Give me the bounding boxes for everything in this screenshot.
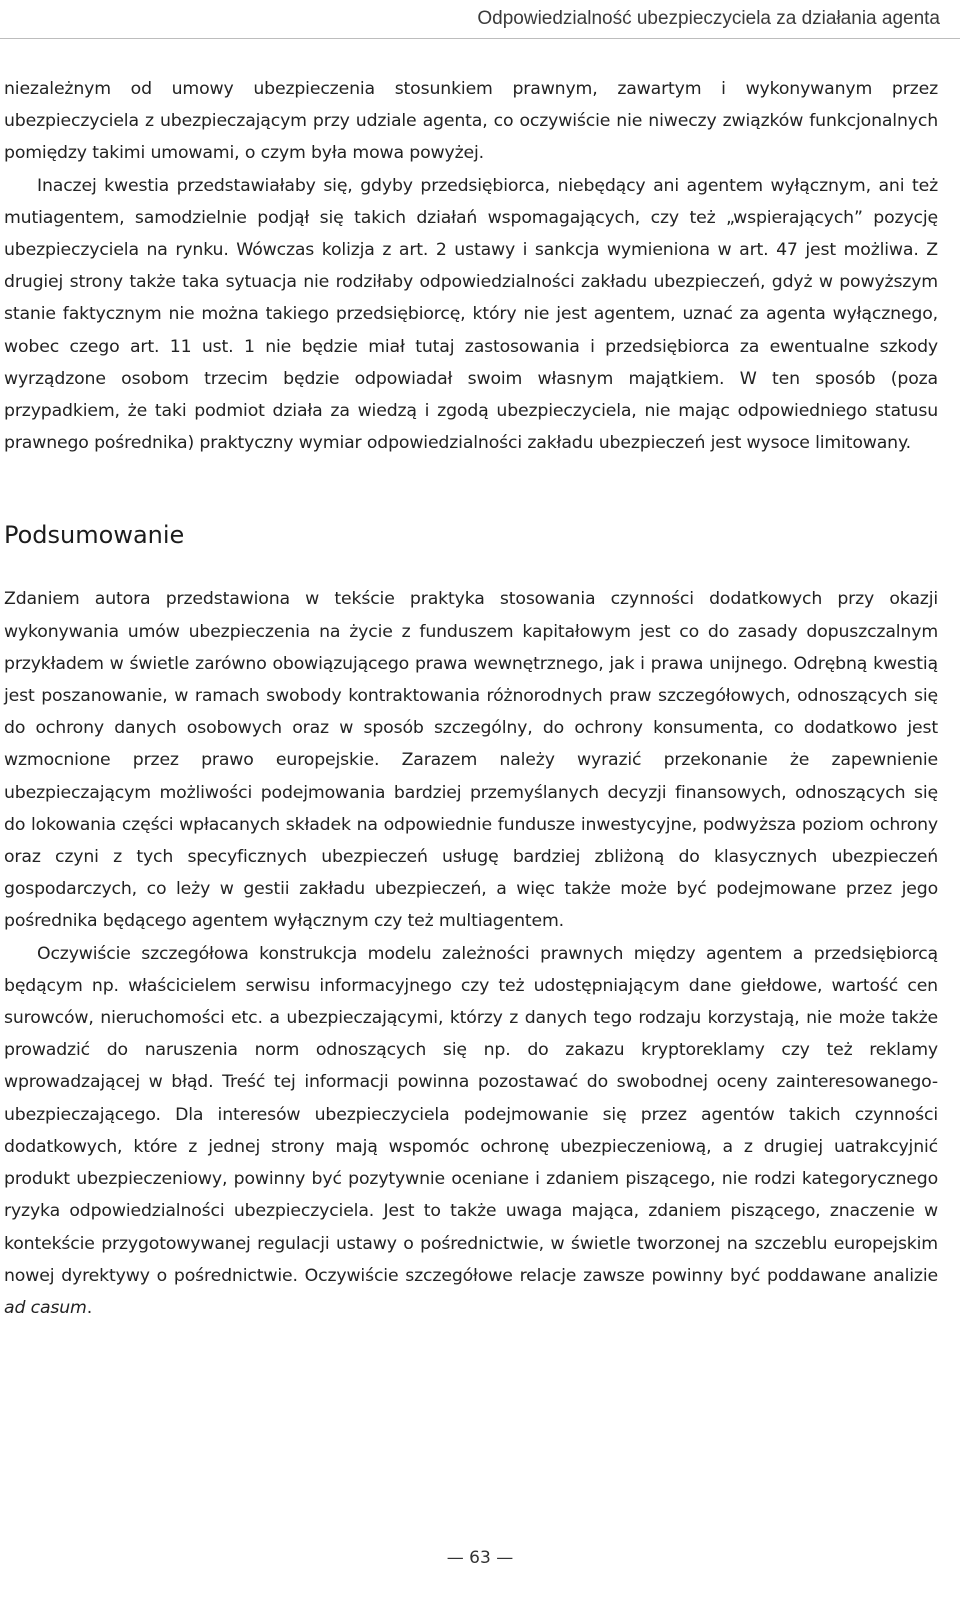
running-header-title: Odpowiedzialność ubezpieczyciela za działania agenta	[477, 8, 940, 29]
page-number: — 63 —	[446, 1548, 514, 1568]
header-divider	[0, 38, 960, 39]
paragraph-continuation: niezależnym od umowy ubezpieczenia stosunkiem prawnym, zawartym i wykonywanym przez ubezpieczyciela z ubezpieczającym przy udziale agenta, co oczywiście nie niweczy związków funkcjonalnych pomiędzy takimi umowami, o czym była mowa powyżej.	[4, 79, 938, 164]
paragraph-end-period: .	[86, 1297, 93, 1318]
latin-term-ad-casum: ad casum	[4, 1297, 87, 1318]
paragraph-zdaniem-autora: Zdaniem autora przedstawiona w tekście praktyka stosowania czynności dodatkowych przy okazji wykonywania umów ubezpieczenia na życie z funduszem kapitałowym jest co do zasady dopuszczalnym przykładem w świetle zarówno obowiązującego prawa wewnętrznego, jak i prawa unijnego. Odrębną kwestią jest poszanowanie, w ramach swobody kontraktowania różnorodnych praw szczegółowych, odnoszących się do ochrony danych osobowych oraz w sposób szczególny, do ochrony konsumenta, co dodatkowo jest wzmocnione przez prawo europejskie. Zarazem należy wyrazić przekonanie że zapewnienie ubezpieczającym możliwości podejmowania bardziej przemyślanych decyzji finansowych, odnoszących się do lokowania części wpłacanych składek na odpowiednie fundusze inwestycyjne, podwyższa poziom ochrony oraz czyni z tych specyficznych ubezpieczeń usługę bardziej zbliżoną do klasycznych ubezpieczeń gospodarczych, co leży w gestii zakładu ubezpieczeń, a więc także może być podejmowane przez jego pośrednika będącego agentem wyłącznym czy też multiagentem.	[4, 589, 938, 932]
section-heading-podsumowanie: Podsumowanie	[4, 521, 185, 550]
paragraph-oczywiscie	[4, 938, 938, 1324]
paragraph-oczywiscie-text: Oczywiście szczegółowa konstrukcja modelu zależności prawnych między agentem a przedsiębiorcą będącym np. właścicielem serwisu informacyjnego czy też udostępniającym dane giełdowe, wartość cen surowców, nieruchomości etc. a ubezpieczającymi, którzy z danych tego rodzaju korzystają, nie może także prowadzić do naruszenia norm odnoszących się np. do zakazu kryptoreklamy czy też reklamy wprowadzającej w błąd. Treść tej informacji powinna pozostawać do swobodnej oceny zainteresowanego-ubezpieczającego. Dla interesów ubezpieczyciela podejmowanie się przez agentów takich czynności dodatkowych, które z jednej strony mają wspomóc ochronę ubezpieczeniową, a z drugiej uatrakcyjnić produkt ubezpieczeniowy, powinny być pozytywnie oceniane i zdaniem piszącego, nie rodzi kategorycznego ryzyka odpowiedzialności ubezpieczyciela. Jest to także uwaga mająca, zdaniem piszącego, znaczenie w kontekście przygotowywanej regulacji ustawy o pośrednictwie, w świetle tworzonej na szczeblu europejskim nowej dyrektywy o pośrednictwie. Oczywiście szczegółowe relacje zawsze powinny być poddawane analizie	[4, 943, 938, 1286]
page-body	[4, 73, 938, 1324]
paragraph-inaczej: Inaczej kwestia przedstawiałaby się, gdyby przedsiębiorca, niebędący ani agentem wyłącznym, ani też mutiagentem, samodzielnie podjął się takich działań wspomagających, czy też „wspierających” pozycję ubezpieczyciela na rynku. Wówczas kolizja z art. 2 ustawy i sankcja wymieniona w art. 47 jest możliwa. Z drugiej strony także taka sytuacja nie rodziłaby odpowiedzialności zakładu ubezpieczeń, gdyż w powyższym stanie faktycznym nie można takiego przedsiębiorcę, który nie jest agentem, uznać za agenta wyłącznego, wobec czego art. 11 ust. 1 nie będzie miał tutaj zastosowania i przedsiębiorca za ewentualne szkody wyrządzone osobom trzecim będzie odpowiadał swoim własnym majątkiem. W ten sposób (poza przypadkiem, że taki podmiot działa za wiedzą i zgodą ubezpieczyciela, nie mając odpowiedniego statusu prawnego pośrednika) praktyczny wymiar odpowiedzialności zakładu ubezpieczeń jest wysoce limitowany.	[4, 175, 938, 454]
